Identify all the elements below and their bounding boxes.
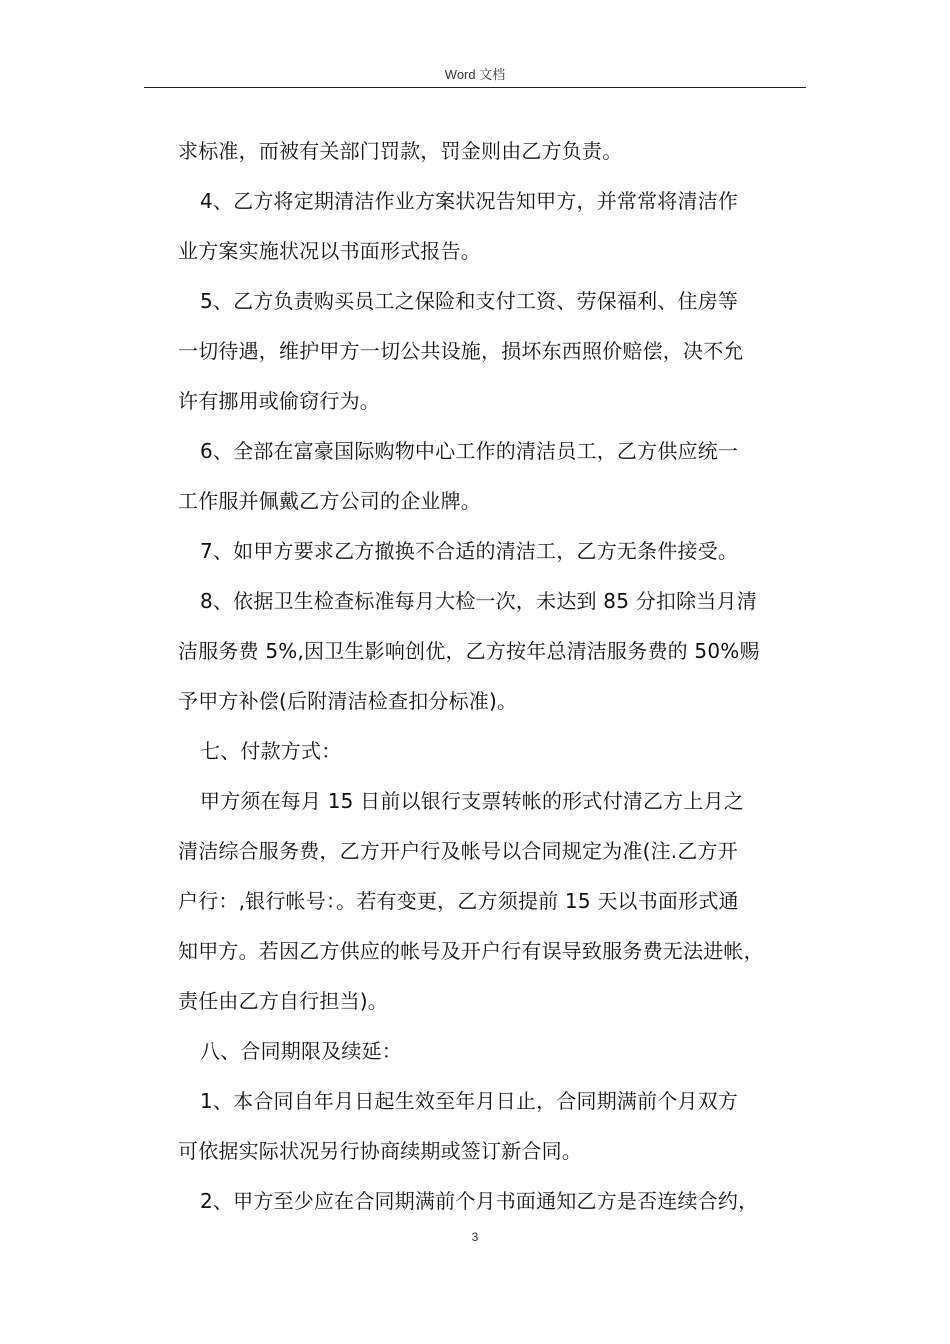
text-line: 许有挪用或偷窃行为。	[178, 389, 380, 413]
page-header-title: Word 文档	[444, 67, 506, 82]
text-line: 7、如甲方要求乙方撤换不合适的清洁工，乙方无条件接受。	[200, 539, 739, 563]
text-line: 一切待遇，维护甲方一切公共设施，损坏东西照价赔偿，决不允	[178, 339, 744, 363]
text-line: 5、乙方负责购买员工之保险和支付工资、劳保福利、住房等	[200, 289, 739, 313]
section-heading: 八、合同期限及续延：	[200, 1039, 402, 1063]
text-line: 清洁综合服务费，乙方开户行及帐号以合同规定为准(注.乙方开	[178, 839, 738, 863]
text-line: 求标准，而被有关部门罚款，罚金则由乙方负责。	[178, 139, 623, 163]
text-line: 可依据实际状况另行协商续期或签订新合同。	[178, 1139, 582, 1163]
text-line: 业方案实施状况以书面形式报告。	[178, 239, 481, 263]
text-line: 责任由乙方自行担当)。	[178, 989, 389, 1013]
text-line: 1、本合同自年月日起生效至年月日止，合同期满前个月双方	[200, 1089, 739, 1113]
header-divider	[144, 87, 806, 88]
text-line: 予甲方补偿(后附清洁检查扣分标准)。	[178, 689, 518, 713]
document-body	[178, 126, 818, 1226]
text-line: 甲方须在每月 15 日前以银行支票转帐的形式付清乙方上月之	[200, 789, 744, 813]
text-line: 8、依据卫生检查标准每月大检一次，未达到 85 分扣除当月清	[200, 589, 757, 613]
text-line: 4、乙方将定期清洁作业方案状况告知甲方，并常常将清洁作	[200, 189, 739, 213]
text-line: 户行：,银行帐号：。若有变更，乙方须提前 15 天以书面形式通	[178, 889, 739, 913]
text-line: 2、甲方至少应在合同期满前个月书面通知乙方是否连续合约，	[200, 1189, 759, 1213]
text-line: 6、全部在富豪国际购物中心工作的清洁员工，乙方供应统一	[200, 439, 739, 463]
text-line: 知甲方。若因乙方供应的帐号及开户行有误导致服务费无法进帐，	[178, 939, 764, 963]
text-line: 工作服并佩戴乙方公司的企业牌。	[178, 489, 481, 513]
page-number: 3	[471, 1230, 479, 1244]
section-heading: 七、付款方式：	[200, 739, 342, 763]
text-line: 洁服务费 5%,因卫生影响创优，乙方按年总清洁服务费的 50%赐	[178, 639, 760, 663]
